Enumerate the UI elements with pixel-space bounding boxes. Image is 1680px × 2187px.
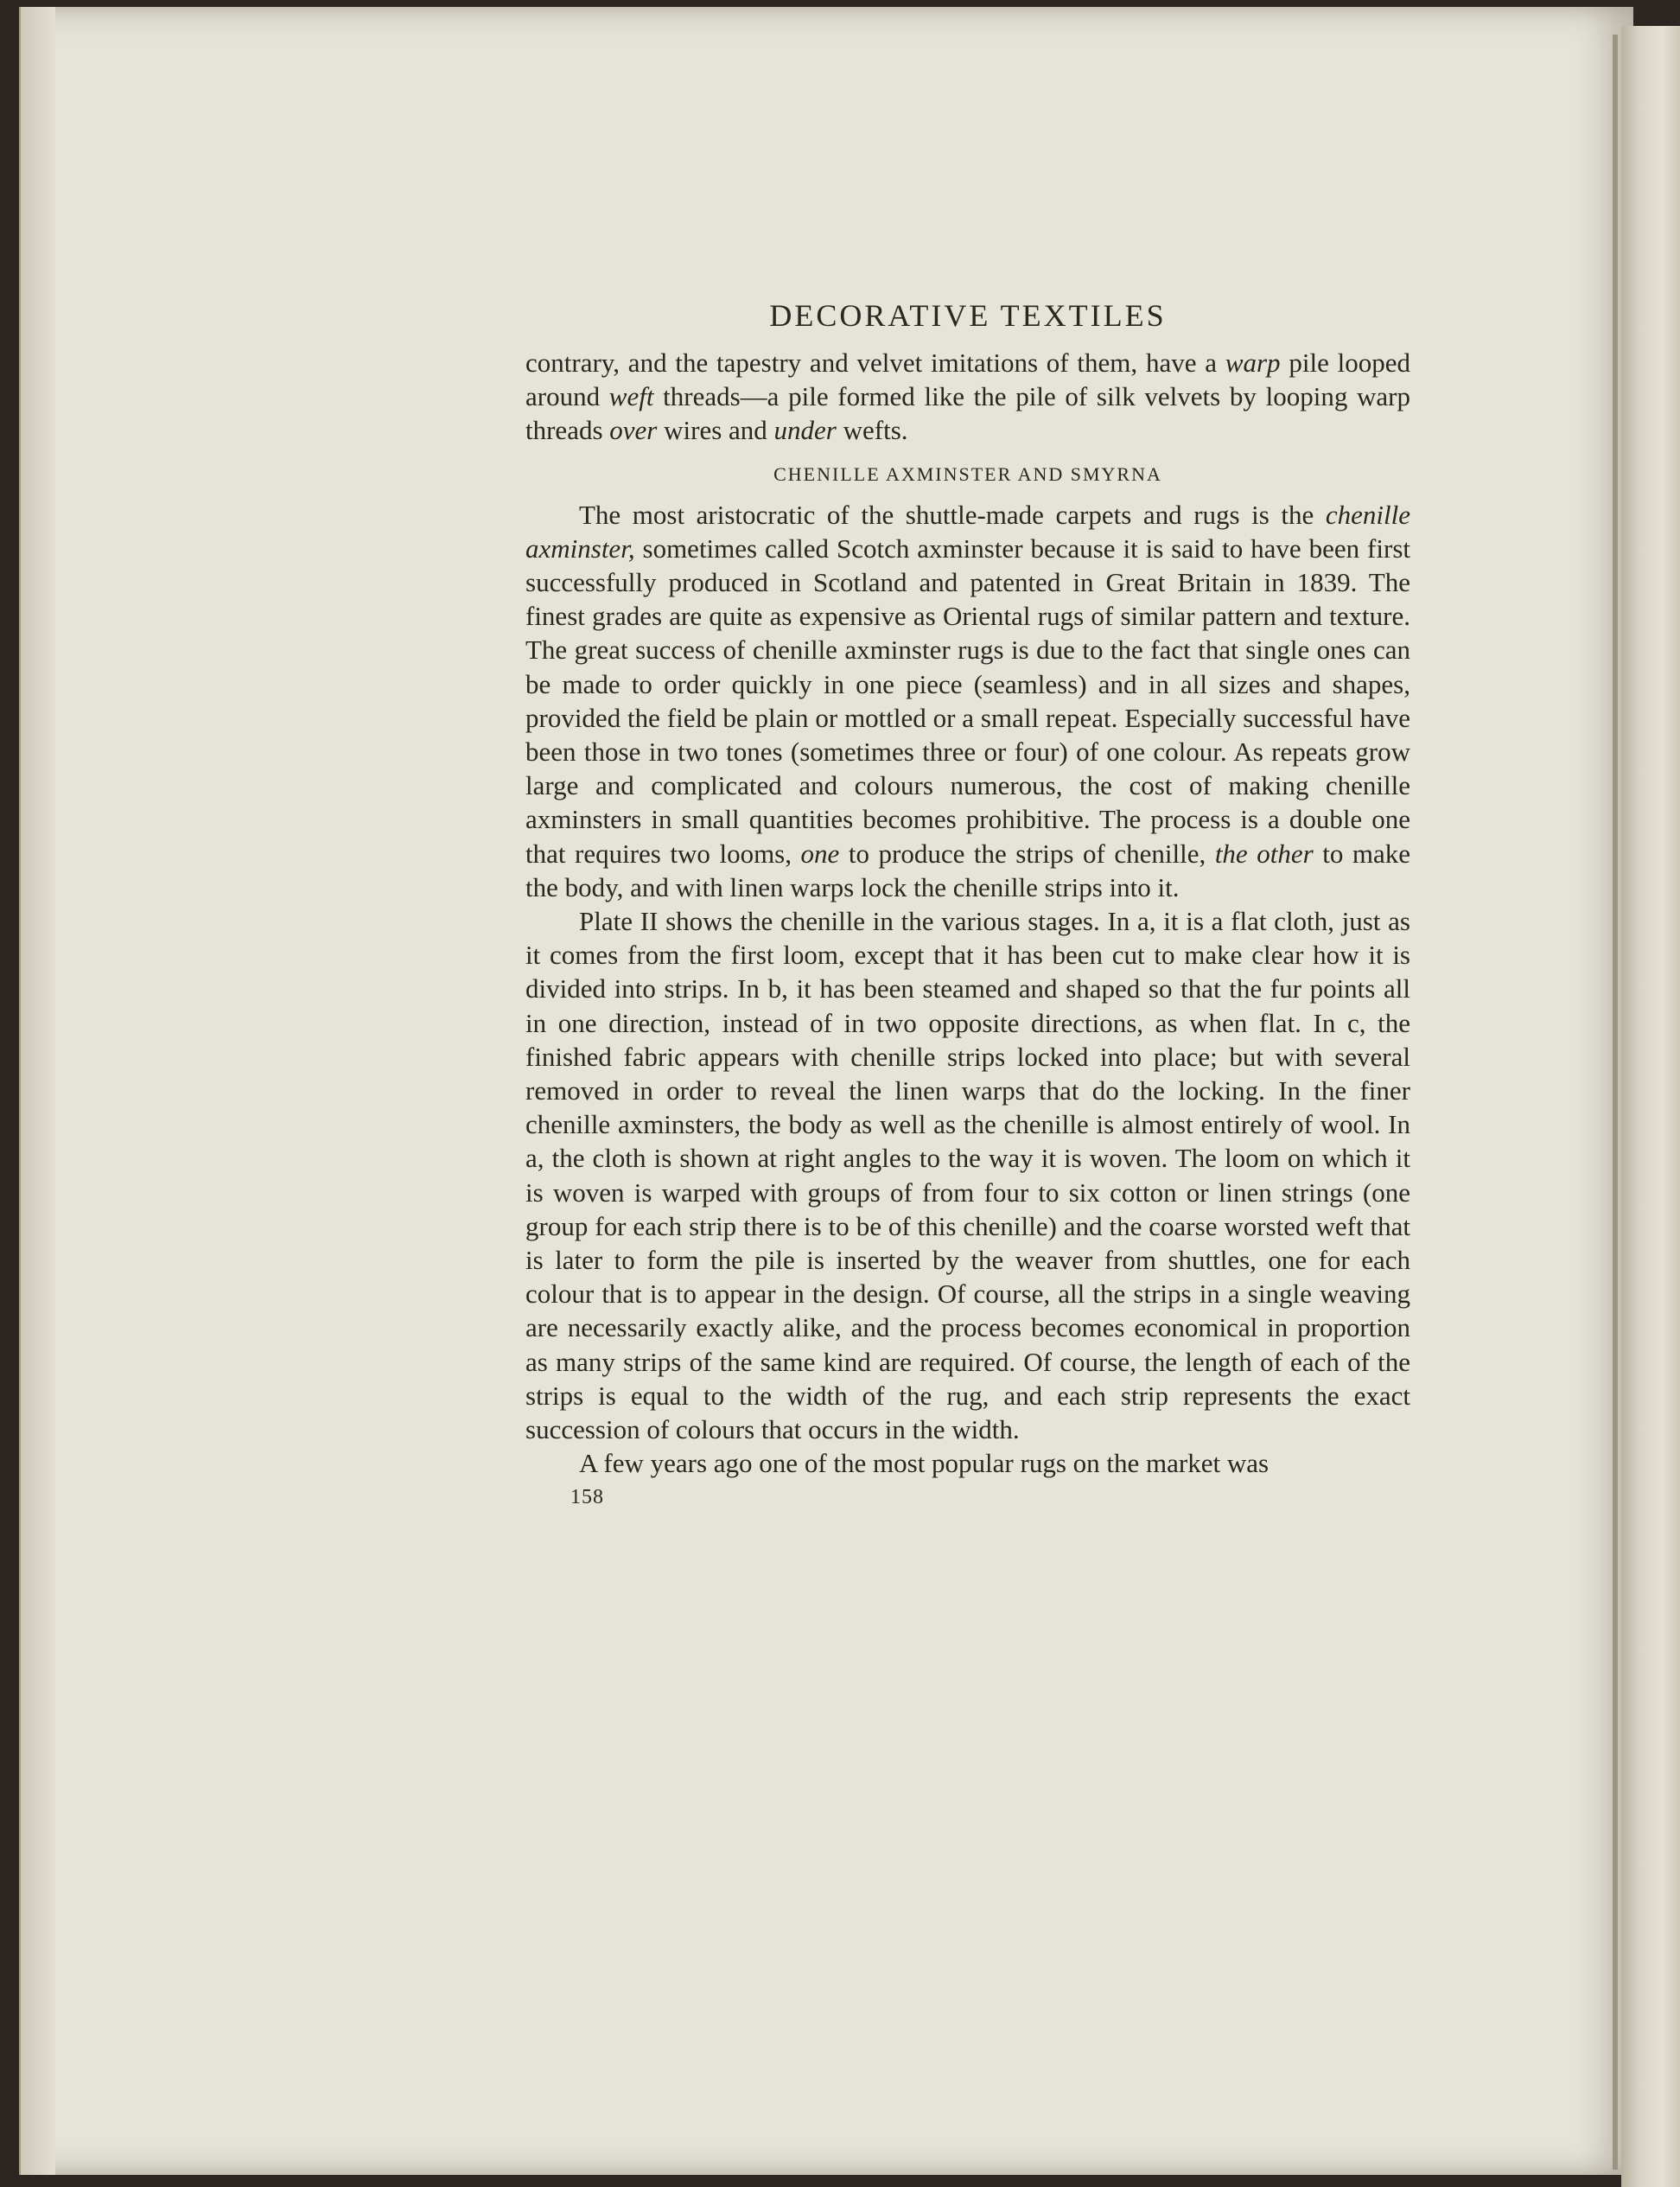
- italic-run: under: [773, 415, 837, 446]
- paragraph-intro: [525, 346, 1410, 448]
- text-block: [525, 285, 1410, 1509]
- text-run: sometimes called Scotch axminster because it is said to have been first successfully produced in Scotland and patented in Great Britain in 1839. The finest grades are quite as expensive as Oriental rugs of similar pattern and texture. The great success of chenille axminster rugs is due to the fact that single ones can be made to order quickly in one piece (seamless) and in all sizes and shapes, provided the field be plain or mottled or a small repeat. Especially successful have been those in two tones (sometimes three or four) of one colour. As repeats grow large and complicated and colours numerous, the cost of making chenille axminsters in small quantities becomes prohibitive. The process is a double one that requires two looms,: [525, 532, 1410, 869]
- next-page-edge: [1621, 26, 1680, 2187]
- text-run: wires and: [657, 415, 774, 446]
- text-run: pile looped around: [525, 347, 1410, 412]
- book-gutter: [1613, 35, 1618, 2170]
- section-heading: CHENILLE AXMINSTER AND SMYRNA: [773, 462, 1162, 485]
- running-head: DECORATIVE TEXTILES: [769, 298, 1167, 333]
- paragraph-chenille: [525, 498, 1410, 904]
- text-run: wefts.: [836, 415, 908, 446]
- italic-run: chenille axminster,: [525, 499, 1410, 564]
- paragraph-plate: Plate II shows the chenille in the various stages. In a, it is a flat cloth, just as it comes from the first loom, except that it has been cut to make clear how it is divided into strips. In b, it has been steamed and shaped so that the fur points all in one direction, instead of in two opposite directions, as when flat. In c, the finished fabric appears with chenille strips locked into place; but with several removed in order to reveal the linen warps that do the locking. In the finer chenille axminsters, the body as well as the chenille is almost entirely of wool. In a, the cloth is shown at right angles to the way it is woven. The loom on which it is woven is warped with groups of from four to six cotton or linen strings (one group for each strip there is to be of this chenille) and the coarse worsted weft that is later to form the pile is inserted by the weaver from shuttles, one for each colour that is to appear in the design. Of course, all the strips in a single weaving are necessarily exactly alike, and the process becomes economical in proportion as many strips of the same kind are required. Of course, the length of each of the strips is equal to the width of the rug, and each strip represents the exact succession of colours that occurs in the width.: [525, 906, 1410, 1445]
- text-run: to make the body, and with linen warps lock the chenille strips into it.: [525, 838, 1411, 902]
- page-left-edge: [19, 7, 55, 2175]
- paragraph-last: A few years ago one of the most popular rugs on the market was: [579, 1448, 1270, 1479]
- italic-run: over: [609, 415, 658, 446]
- italic-run: the other: [1214, 838, 1314, 869]
- text-run: threads—a pile formed like the pile of silk velvets by looping warp threads: [525, 381, 1410, 446]
- text-run: contrary, and the tapestry and velvet imitations of them, have a: [525, 347, 1225, 378]
- page-number: 158: [570, 1485, 604, 1508]
- italic-run: warp: [1225, 347, 1281, 378]
- italic-run: weft: [608, 381, 654, 412]
- text-run: The most aristocratic of the shuttle-made carpets and rugs is the: [579, 499, 1326, 530]
- text-run: to produce the strips of chenille,: [839, 838, 1215, 869]
- italic-run: one: [800, 838, 840, 869]
